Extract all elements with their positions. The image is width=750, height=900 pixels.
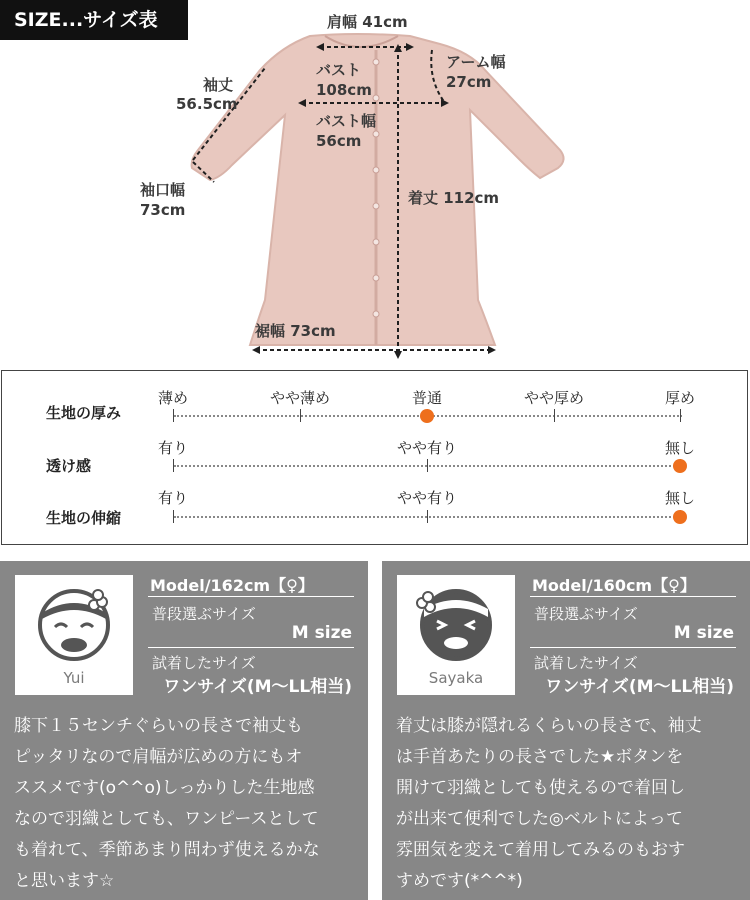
bust-value: 108cm (316, 81, 372, 99)
usual-size-label: 普段選ぶサイズ (152, 605, 256, 623)
sheerness-marker (673, 459, 687, 473)
model-panel-sayaka (382, 561, 750, 900)
scale-label: 有り (157, 489, 189, 507)
stretch-marker (673, 510, 687, 524)
bust-label: バスト (316, 61, 362, 79)
scale-tick (300, 409, 301, 422)
scale-label: やや厚め (523, 389, 585, 407)
divider (148, 596, 354, 597)
cuff-width-value: 73cm (140, 201, 186, 219)
arm-width-label: アーム幅 (446, 53, 506, 71)
scale-line (174, 465, 682, 467)
comment-line: 着丈は膝が隠れるくらいの長さで、袖丈 (396, 716, 702, 736)
comment-line: 雰囲気を変えて着用してみるのもおす (396, 840, 685, 860)
usual-size-label: 普段選ぶサイズ (534, 605, 638, 623)
hem-width-label: 裾幅 73cm (255, 322, 336, 340)
tried-size-value: ワンサイズ(M～LL相当) (163, 677, 352, 697)
tried-size-label: 試着したサイズ (534, 654, 638, 672)
divider (148, 647, 354, 648)
scale-tick (554, 409, 555, 422)
tried-size-label: 試着したサイズ (152, 654, 256, 672)
avatar (15, 575, 133, 695)
usual-size-value: M size (291, 623, 352, 643)
comment-line: なので羽織としても、ワンピースとして (14, 809, 319, 829)
divider (530, 647, 736, 648)
scale-label: 厚め (664, 389, 696, 407)
shoulder-width-label: 肩幅 41cm (327, 13, 408, 31)
comment-line: と思います☆ (14, 871, 115, 891)
fabric-thickness-label: 生地の厚み (46, 404, 122, 422)
comment-line: すめです(*^^*) (396, 871, 523, 891)
scale-tick (173, 510, 174, 523)
scale-tick (680, 409, 681, 422)
comment-line: ススメです(o^^o)しっかりした生地感 (14, 778, 315, 798)
sleeve-length-label: 袖丈 (203, 76, 234, 94)
comment-line: も着れて、季節あまり問わず使えるかな (14, 840, 320, 860)
scale-label: 薄め (157, 389, 189, 407)
scale-tick (173, 409, 174, 422)
length-label: 着丈 112cm (408, 189, 500, 207)
model-panel-yui (0, 561, 368, 900)
scale-tick (427, 459, 428, 472)
comment-line: ピッタリなので肩幅が広めの方にもオ (14, 747, 303, 767)
model-face-icon (15, 575, 133, 671)
avatar (397, 575, 515, 695)
scale-label: 普通 (411, 389, 443, 407)
comment-line: が出来て便利でした◎ベルトによって (396, 809, 683, 829)
bust-width-label: バスト幅 (316, 112, 377, 130)
bust-width-value: 56cm (316, 132, 362, 150)
sleeve-length-value: 56.5cm (176, 95, 238, 113)
scale-tick (173, 459, 174, 472)
comment-line: は手首あたりの長さでした★ボタンを (396, 747, 684, 767)
divider (530, 596, 736, 597)
arm-width-value: 27cm (446, 73, 492, 91)
cuff-width-label: 袖口幅 (140, 181, 186, 199)
comment-line: 膝下１５センチぐらいの長さで袖丈も (14, 716, 303, 736)
scale-label: 無し (664, 489, 696, 507)
size-chart-tag: SIZE...サイズ表 (0, 0, 188, 40)
scale-label: やや薄め (269, 389, 331, 407)
fabric-chart (1, 370, 748, 545)
model-name: Yui (63, 669, 85, 687)
scale-label: やや有り (396, 489, 458, 507)
scale-tick (427, 510, 428, 523)
usual-size-value: M size (673, 623, 734, 643)
stretch-label: 生地の伸縮 (46, 509, 122, 527)
comment-line: 開けて羽織としても使えるので着回し (396, 778, 685, 798)
sheerness-label: 透け感 (46, 457, 92, 475)
model-face-icon (397, 575, 515, 671)
garment-illustration (0, 0, 750, 365)
scale-label: 有り (157, 439, 189, 457)
scale-label: やや有り (396, 439, 458, 457)
thickness-marker (420, 409, 434, 423)
model-name: Sayaka (428, 669, 484, 687)
model-height: Model/162cm【♀】 (150, 576, 314, 595)
model-comment (14, 711, 320, 897)
tried-size-value: ワンサイズ(M～LL相当) (545, 677, 734, 697)
model-height: Model/160cm【♀】 (532, 576, 696, 595)
scale-line (174, 516, 682, 518)
scale-label: 無し (664, 439, 696, 457)
model-comment (396, 711, 702, 897)
